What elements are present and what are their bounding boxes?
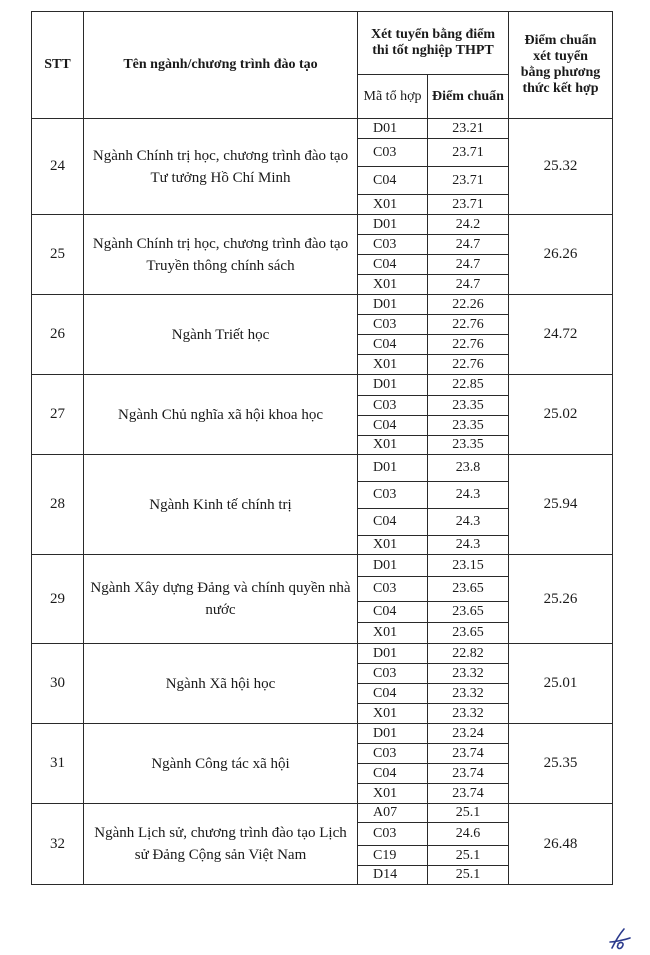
- table-row: [32, 455, 613, 482]
- program-name: Ngành Triết học: [84, 295, 358, 375]
- cutoff-score: 22.76: [428, 335, 509, 355]
- header-cutoff-score: Điểm chuẩn: [428, 75, 509, 119]
- cutoff-score: 25.1: [428, 804, 509, 823]
- subject-code: C03: [358, 823, 428, 846]
- subject-code: D01: [358, 119, 428, 139]
- cutoff-score: 24.6: [428, 823, 509, 846]
- subject-code: D01: [358, 644, 428, 664]
- program-name: Ngành Chính trị học, chương trình đào tạo Truyền thông chính sách: [84, 215, 358, 295]
- program-name: Ngành Công tác xã hội: [84, 724, 358, 804]
- cutoff-score: 25.1: [428, 846, 509, 866]
- subject-code: D01: [358, 375, 428, 396]
- subject-code: X01: [358, 355, 428, 375]
- cutoff-score: 23.32: [428, 684, 509, 704]
- cutoff-score: 22.26: [428, 295, 509, 315]
- subject-code: X01: [358, 275, 428, 295]
- cutoff-score: 24.7: [428, 275, 509, 295]
- cutoff-score: 23.35: [428, 416, 509, 436]
- subject-code: C03: [358, 664, 428, 684]
- table-row: [32, 724, 613, 744]
- subject-code: C03: [358, 396, 428, 416]
- cutoff-score: 24.7: [428, 255, 509, 275]
- subject-code: C19: [358, 846, 428, 866]
- cutoff-score: 23.74: [428, 744, 509, 764]
- subject-code: D01: [358, 295, 428, 315]
- subject-code: D01: [358, 215, 428, 235]
- row-stt: 27: [32, 375, 84, 455]
- subject-code: C04: [358, 602, 428, 623]
- cutoff-score: 24.3: [428, 509, 509, 536]
- subject-code: C03: [358, 577, 428, 602]
- table-row: [32, 375, 613, 396]
- subject-code: D01: [358, 724, 428, 744]
- cutoff-score: 23.71: [428, 167, 509, 195]
- program-name: Ngành Lịch sử, chương trình đào tạo Lịch sử Đảng Cộng sản Việt Nam: [84, 804, 358, 885]
- cutoff-score: 23.65: [428, 602, 509, 623]
- row-stt: 31: [32, 724, 84, 804]
- cutoff-score: 25.1: [428, 866, 509, 885]
- cutoff-score: 23.15: [428, 555, 509, 577]
- header-program-name: Tên ngành/chương trình đào tạo: [84, 12, 358, 119]
- cutoff-score: 23.24: [428, 724, 509, 744]
- subject-code: C03: [358, 139, 428, 167]
- subject-code: C04: [358, 335, 428, 355]
- cutoff-score: 24.3: [428, 536, 509, 555]
- program-name: Ngành Chính trị học, chương trình đào tạo Tư tưởng Hồ Chí Minh: [84, 119, 358, 215]
- subject-code: C03: [358, 482, 428, 509]
- subject-code: D14: [358, 866, 428, 885]
- row-stt: 28: [32, 455, 84, 555]
- signature-initial-mark: [604, 924, 634, 952]
- subject-code: C04: [358, 167, 428, 195]
- cutoff-score: 22.76: [428, 355, 509, 375]
- subject-code: C04: [358, 255, 428, 275]
- cutoff-score: 23.8: [428, 455, 509, 482]
- combined-score: 24.72: [509, 295, 613, 375]
- combined-score: 25.02: [509, 375, 613, 455]
- table-row: [32, 215, 613, 235]
- subject-code: C04: [358, 684, 428, 704]
- program-name: Ngành Chủ nghĩa xã hội khoa học: [84, 375, 358, 455]
- table-row: [32, 119, 613, 139]
- subject-code: X01: [358, 436, 428, 455]
- cutoff-score: 23.71: [428, 139, 509, 167]
- row-stt: 24: [32, 119, 84, 215]
- subject-code: X01: [358, 704, 428, 724]
- subject-code: C03: [358, 315, 428, 335]
- subject-code: C03: [358, 235, 428, 255]
- combined-score: 25.35: [509, 724, 613, 804]
- admission-scores-table: [31, 11, 613, 885]
- table-body: [32, 119, 613, 885]
- combined-score: 25.01: [509, 644, 613, 724]
- cutoff-score: 23.32: [428, 704, 509, 724]
- cutoff-score: 23.65: [428, 623, 509, 644]
- cutoff-score: 24.7: [428, 235, 509, 255]
- subject-code: A07: [358, 804, 428, 823]
- combined-score: 26.48: [509, 804, 613, 885]
- header-subject-code: Mã tổ hợp: [358, 75, 428, 119]
- header-combined-score: Điểm chuẩn xét tuyển bằng phương thức kết hợp: [509, 12, 613, 119]
- combined-score: 25.26: [509, 555, 613, 644]
- cutoff-score: 24.2: [428, 215, 509, 235]
- row-stt: 29: [32, 555, 84, 644]
- row-stt: 30: [32, 644, 84, 724]
- cutoff-score: 23.35: [428, 436, 509, 455]
- subject-code: C04: [358, 416, 428, 436]
- header-stt: STT: [32, 12, 84, 119]
- table-row: [32, 644, 613, 664]
- cutoff-score: 23.21: [428, 119, 509, 139]
- subject-code: D01: [358, 555, 428, 577]
- cutoff-score: 23.74: [428, 764, 509, 784]
- combined-score: 26.26: [509, 215, 613, 295]
- table-row: [32, 295, 613, 315]
- subject-code: X01: [358, 623, 428, 644]
- row-stt: 32: [32, 804, 84, 885]
- cutoff-score: 23.35: [428, 396, 509, 416]
- cutoff-score: 23.32: [428, 664, 509, 684]
- combined-score: 25.32: [509, 119, 613, 215]
- subject-code: C03: [358, 744, 428, 764]
- subject-code: C04: [358, 764, 428, 784]
- subject-code: D01: [358, 455, 428, 482]
- subject-code: C04: [358, 509, 428, 536]
- table-row: [32, 555, 613, 577]
- cutoff-score: 22.85: [428, 375, 509, 396]
- combined-score: 25.94: [509, 455, 613, 555]
- cutoff-score: 22.76: [428, 315, 509, 335]
- subject-code: X01: [358, 784, 428, 804]
- program-name: Ngành Xây dựng Đảng và chính quyền nhà nước: [84, 555, 358, 644]
- table-row: [32, 804, 613, 823]
- cutoff-score: 24.3: [428, 482, 509, 509]
- cutoff-score: 22.82: [428, 644, 509, 664]
- cutoff-score: 23.74: [428, 784, 509, 804]
- cutoff-score: 23.65: [428, 577, 509, 602]
- row-stt: 26: [32, 295, 84, 375]
- subject-code: X01: [358, 536, 428, 555]
- row-stt: 25: [32, 215, 84, 295]
- cutoff-score: 23.71: [428, 195, 509, 215]
- subject-code: X01: [358, 195, 428, 215]
- header-exam-group: Xét tuyển bằng điểm thi tốt nghiệp THPT: [358, 12, 509, 75]
- program-name: Ngành Kinh tế chính trị: [84, 455, 358, 555]
- program-name: Ngành Xã hội học: [84, 644, 358, 724]
